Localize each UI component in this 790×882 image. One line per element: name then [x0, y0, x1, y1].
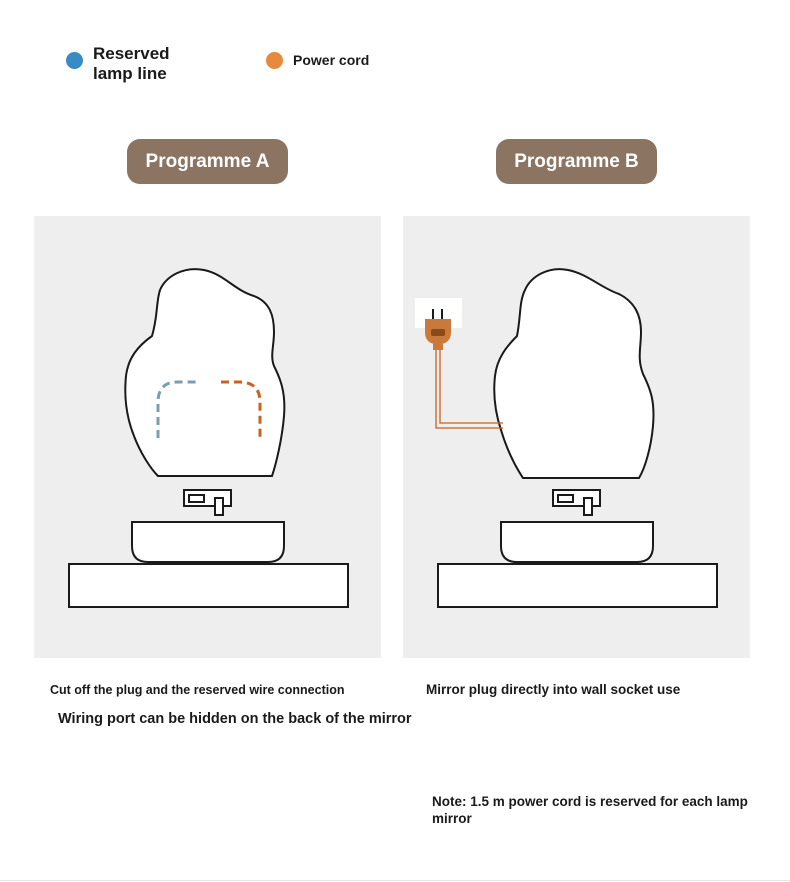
mount-bracket-icon	[184, 490, 231, 515]
legend-power-cord	[266, 52, 369, 69]
bowl-base-icon	[132, 522, 284, 562]
lamp-stone-icon	[494, 269, 653, 478]
programme-b-badge: Programme B	[496, 139, 657, 184]
power-cord-note: Note: 1.5 m power cord is reserved for each lamp mirror	[432, 794, 748, 826]
programme-b-illustration	[403, 216, 750, 658]
lamp-stone-icon	[125, 269, 284, 476]
wiring-note: Wiring port can be hidden on the back of the mirror	[58, 711, 412, 727]
programme-b-caption: Mirror plug directly into wall socket use	[426, 682, 681, 697]
programme-a-illustration	[34, 216, 381, 658]
plinth-icon	[69, 564, 348, 607]
legend-reserved-label: Reserved lamp line	[93, 44, 170, 83]
mount-bracket-icon	[553, 490, 600, 515]
bowl-base-icon	[501, 522, 653, 562]
legend-reserved-lamp-line	[66, 44, 193, 84]
orange-dot-icon	[266, 52, 283, 69]
programme-a-diagram	[34, 216, 381, 658]
bottom-divider	[0, 880, 790, 881]
programme-a-caption: Cut off the plug and the reserved wire connection	[50, 683, 345, 697]
programme-b-diagram	[403, 216, 750, 658]
legend-power-label: Power cord	[293, 52, 370, 68]
blue-dot-icon	[66, 52, 83, 69]
wire-connector	[196, 376, 219, 388]
plinth-icon	[438, 564, 717, 607]
programme-a-badge: Programme A	[127, 139, 288, 184]
power-cord-wire	[436, 350, 503, 428]
